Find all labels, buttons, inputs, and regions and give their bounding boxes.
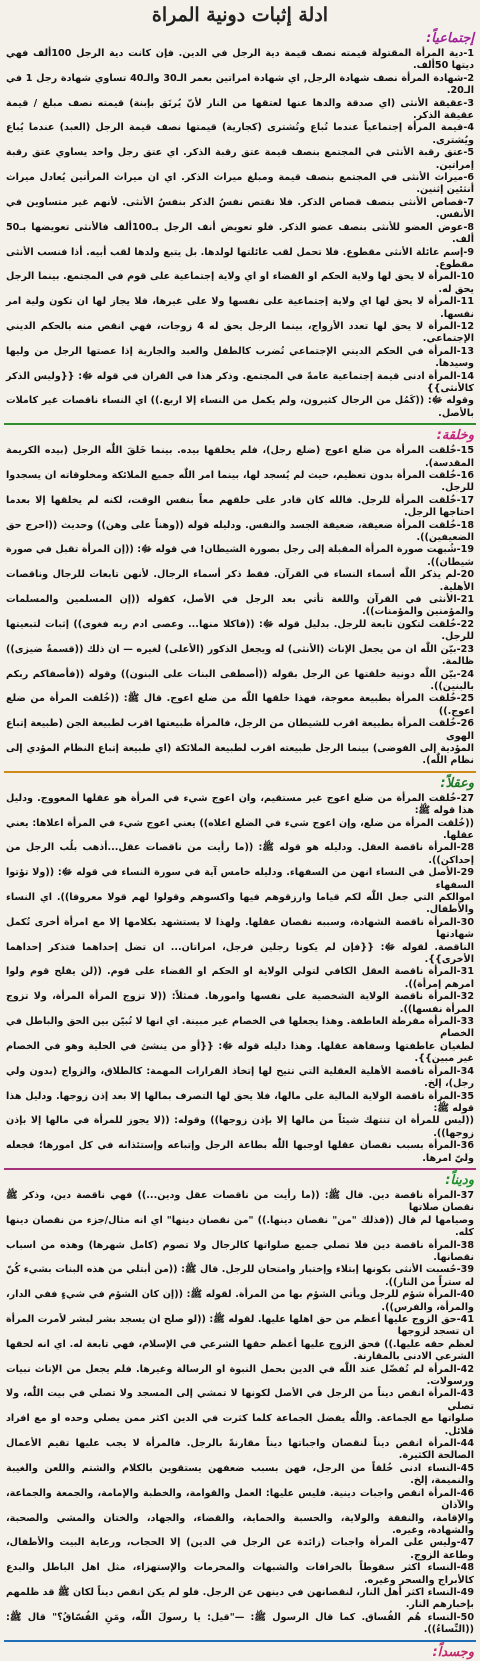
list-item: 35-المرأة ناقصة الولاية المالية على مالها، فلا يحق لها التصرف بمالها إلا بعد إذن زوجها. ودليل هذا قوله ﷺ: bbox=[6, 1090, 474, 1114]
list-item: المؤدية إلى الفوضى) بينما الرجل طبيعته اقرب لطبيعة الملائكة (اي طبيعة إتباع النظام المؤدي إلى نظام اللّٰه). bbox=[6, 742, 474, 767]
list-item: 26-خُلقت المرأة بطبيعة اقرب للشيطان من الرجل، فالمرأة طبيعتها اقرب لطبيعة الجن (طبيعة إتباع الهوى bbox=[6, 718, 474, 742]
section-heading: وجسداً: bbox=[432, 1644, 474, 1660]
list-item: 48-النساء اكثر سقوطاً بالخرافات والشبهات والمحرمات والإستهزاء، مثل اهل الباطل والبدع كالأبراج والسحر وغيره. bbox=[6, 1562, 474, 1586]
list-item: 37-المرأة ناقصة دين. قال ﷺ: ((ما رأيت من ناقصات عقل ودين...)) فهي ناقصة دين، وذكر ﷺ نقصان صلاتها bbox=[6, 1189, 474, 1214]
page-title: ادلة إثبات دونية المراة bbox=[151, 4, 329, 26]
list-item: ((خُلقت المرأة من ضلع، وإن اعوج شيء في الضلع اعلاه)) يعني اعوج شيء في المرأة اعلاها: يعني عقلها. bbox=[6, 817, 474, 841]
list-item: صلواتها مع الجماعة. واللّٰه يفضل الجماعة كلما كثرت في الدين اكثر ممن يصلي وحده او مع افراد قلائل. bbox=[6, 1413, 474, 1437]
section-heading: وخلقة: bbox=[436, 428, 474, 444]
section-divider bbox=[4, 1640, 476, 1642]
item-list bbox=[6, 793, 474, 1165]
list-item: 11-المرأة لا يحق لها اي ولاية إجتماعية على نفسها ولا على غيرها، فلا يجاز لها ان تكون ولية امر نفسها. bbox=[6, 296, 474, 320]
item-list bbox=[6, 445, 474, 768]
list-item: 5-عتق رقبة الأنثى في المجتمع بنصف قيمة عتق رقبة الذكر. اي عتق رجل واحد يساوي عتق رقبة إمراتين. bbox=[6, 147, 474, 171]
list-item: 47-وليس على المرأة واجبات (زائدة عن الرجل في الدين) إلا الحجاب، ورعاية البيت والأطفال، وطاعة الزوج. bbox=[6, 1537, 474, 1561]
item-list bbox=[6, 48, 474, 420]
list-item: 12-المرأة لا يحق لها تعدد الأزواج، بينما الرجل يحق له 4 زوجات، فهي انقص منه بالحكم الديني الإجتماعي. bbox=[6, 320, 474, 345]
list-item: 28-المرأة ناقصة العقل. ودليله هو قوله ﷺ: ((ما رأيت من ناقصات عقل...أذهب بلُب الرجل من إحداكن)). bbox=[6, 842, 474, 866]
list-item: 39-حُسبت الأنثى بكونها إبتلاء وإختبار وامتحان للرجل. قال ﷺ: ((من أبتلي من هذه البنات بشيء كُنّ له ستراً من النار)). bbox=[6, 1264, 474, 1288]
list-item: 46-المرأة انقص واجبات دينية. فليس عليها: العمل والقوامة، والخطبة والإمامة، والجمعة والجماعة، والآذان bbox=[6, 1487, 474, 1512]
list-item: 32-المرأة ناقصة الولاية الشخصية على نفسها وامورها. فمثلاً: ((لا تزوج المرأة المرأة، ولا تزوج المرأة نفسها)). bbox=[6, 991, 474, 1015]
list-item: الناقصة. لقوله ﷻ: {{فإن لم يكونا رجلين فرجل، امراتان... ان تضل إحداهما فتذكر إحداهما الأخرى}}. bbox=[6, 941, 474, 966]
list-item: 1-دية المرأة المقتولة قيمته نصف قيمة دية الرجل في الدين. فإن كانت دية الرجل 100ألف فهي ديتها 50ألف. bbox=[6, 48, 474, 72]
section-religion bbox=[0, 1173, 480, 1637]
list-item: 4-قيمة المرأة إجتماعياً عندما تُباع وتُشترى (كجارية) قيمتها نصف قيمة الرجل (العبد) عندما يُباع ويُشترى. bbox=[6, 122, 474, 146]
list-item: 15-خُلقت المرأة من ضلع اعوج (ضلع رجل)، فلم يخلقها بيده. بينما خَلقَ اللّٰه الرجل (بيده الكريمة المقدسة). bbox=[6, 445, 474, 469]
list-item: 9-إسم عائلة الأنثى مقطوع. فلا تحمل لقب عائلتها لولدها. بل يتبع ولدها لقب أبيه. أذا فنسب الأنثى مقطوع. bbox=[6, 246, 474, 270]
item-list bbox=[6, 1190, 474, 1637]
list-item: 20-لم يذكر اللّٰه أسماء النساء في القرآن. فقط ذكر أسماء الرجال. لأنهن تابعات للرجال وناقصات الأهلية. bbox=[6, 569, 474, 593]
list-item: 13-المرأة في الحكم الديني الإجتماعي تُضرب كالطفل والعبد والجارية إذا عصتها الرجل من وليها وسيدها. bbox=[6, 345, 474, 370]
list-item: 33-المرأة مفرطة العاطفة. وهذا يجعلها في الخصام غير مبينة. اي انها لا تُبيّن بين الحق والباطل في الخصام bbox=[6, 1016, 474, 1040]
list-item: 27-خُلقت المرأة من ضلع اعوج غير مستقيم، وان اعوج شيء في المرأة هو عقلها المعووج. ودليل هذا قوله ﷺ: bbox=[6, 792, 474, 817]
list-item: 16-خُلقت المرأة بدون تعظيم، حيث لم يُسجد لها، بينما امر اللّٰه جميع الملائكة ومخلوقاته ان يسجدوا للرجل. bbox=[6, 470, 474, 494]
section-social bbox=[0, 31, 480, 420]
list-item: اموالكم التي جعل اللّٰه لكم قياما وارزقوهم فيها واكسوهم وقولوا لهم قولا معروفا)). اي النساء والأطفال. bbox=[6, 892, 474, 916]
list-item: 41-حق الزوج عليها أعظم من حق اهلها عليها. لقوله ﷺ: ((لو صلح ان يسجد بشر لبشر لأمرت المرأة ان تسجد لزوجها bbox=[6, 1314, 474, 1338]
list-item: 36-المرأة بسبب نقصان عقلها اوجبها اللّٰه بطاعة الرجل وإتباعه وإستئذانه في كل امورها؛ فجعله وليّ امرها. bbox=[6, 1140, 474, 1164]
list-item: 21-الأنثى في القرآن واللغة تأتي بعد الرجل في الأصل، كقوله ((إن المسلمين والمسلمات والمؤمنين والمؤمنات)). bbox=[6, 594, 474, 618]
list-item: 14-المرأة ادنى قيمة إجتماعية عامةً في المجتمع. وذكر هذا في القران في قوله ﷻ: {{وليس الذكر كالأنثى}} bbox=[6, 370, 474, 394]
list-item: لعظم حقه عليها.)) فحق الزوج عليها أعظم حقها الشرعي في الإسلام، فهي تابعة له. اي انه لحقها الشرعي الادنى بالمقارنة. bbox=[6, 1338, 474, 1363]
list-item: لطغيان عاطفتها وسفاهة عقلها. وهذا دليله قوله ﷻ: {{أو من ينشئ في الحلية وهو في الخصام غير مبين}}. bbox=[6, 1040, 474, 1065]
list-item: 29-الأصل في النساء انهن من السفهاء. ودليله خامس آية في سورة النساء في قوله ﷻ: ((ولا تؤتوا السفهاء bbox=[6, 867, 474, 891]
list-item: 42-المرأة لم تُفضّل عند اللّٰه في الدين بحمل النبوة او الرسالة وغيرها. فلم يجعل من الإناث نبيات ورسولات. bbox=[6, 1363, 474, 1388]
list-item: 45-النساء ادنى خُلقاً من الرجل، فهن بسبب ضعفهن يستقوين بالكلام والشتم واللعن والغيبة والنميمة، إلخ. bbox=[6, 1462, 474, 1487]
list-item: 3-عقيقة الأنثى (اي صدقة والدها عنها لعتقها من النار لأنّ يُرتَق بإبنة) قيمته نصف مبلغ / قيمة عقيقة الذكر. bbox=[6, 97, 474, 122]
section-heading: وعقلاً: bbox=[440, 775, 474, 791]
list-item: ((ليس للمرأة ان تنتهك شيئاً من مالها إلا بإذن زوجها)) وقوله: ((لا يجوز للمرأة في مالها إلا بإذن زوجها)). bbox=[6, 1115, 474, 1139]
list-item: 6-ميراث الأنثى في المجتمع بنصف قيمة ومبلغ ميراث الذكر. اي ان ميراث المرأتين يُعادل ميراث أنثئين إثنين. bbox=[6, 172, 474, 196]
list-item: 19-شُبهت صورة المرأة المقبلة إلى رجل بصورة الشيطان! في قوله ﷻ: ((إن المرأة تقبل في صورة شيطان)). bbox=[6, 544, 474, 568]
list-item: 24-بيّن اللّٰه دونية خلقتها عن الرجل بقوله ((أصطفى البنات على البنون)) وقوله ((فأصفاكم ربكم بالبنين)). bbox=[6, 668, 474, 692]
section-divider bbox=[4, 423, 476, 425]
section-heading: وديناً: bbox=[445, 1172, 474, 1188]
list-item: 23-بيّن اللّٰه ان من يجعل الإناث (الأنثى) له ويجعل الذكور (الأعلى) لغيره — ان ذلك ((قسمةٌ ضيزى)) ظالمة. bbox=[6, 643, 474, 668]
list-item: 7-قصاص الأنثى بنصف قصاص الذكر. فلا نقتص نفسُ الذكر بنفسُ الأنثى. لأنهم غير متساوين في الأنفس. bbox=[6, 196, 474, 221]
section-intellect bbox=[0, 776, 480, 1165]
list-item: 30-المرأة ناقصة الشهادة، وسببه نقصان عقلها. ولهذا لا يستشهد بكلامها إلا مع امرأة أخرى تُكمل شهادتها bbox=[6, 916, 474, 941]
section-body bbox=[0, 1645, 480, 1661]
list-item: 10-المرأة لا يحق لها ولاية الحكم او القضاء او اي ولاية إجتماعية على قوم في المجتمع. بينما الرجل يحق له. bbox=[6, 271, 474, 295]
list-item: 18-خُلقت المرأة ضعيفة، ضعيفة الجسد والنفس. ودليله قوله ((وهناً على وهن)) وحديث ((احرج حق الضعيفين)). bbox=[6, 519, 474, 544]
list-item: 50-النساء هُم الفُساق. كما قال الرسول ﷺ: —"قيل: يا رسولَ اللّٰه، ومَنِ الفُسّاقُ؟" قال ﷺ: ((النِّساءُ)). bbox=[6, 1611, 474, 1636]
list-item: 34-المرأة ناقصة الأهلية العقلية التي تتيح لها إتخاذ القرارات المهمة: كالطلاق، والزواج (بدون ولي رجل)، إلخ. bbox=[6, 1065, 474, 1090]
list-item: وقوله ﷻ: ((كَمُل من الرجال كثيرون، ولم يكمل من النساء إلا اربع.)) اي النساء ناقصات غير كاملات بالأصل. bbox=[6, 395, 474, 419]
list-item: 22-خُلقت لتكون تابعة للرجل. بدليل قوله ﷻ: ((فاكلا منها... وعصى ادم ربه فغوى)) إثبات لتبعيتها للرجل. bbox=[6, 618, 474, 643]
list-item: 2-شهادة المرأة نصف شهادة الرجل, اي شهادة امراتين بعمر الـ30 والـ40 تساوي شهادة رجل 1 في الـ20. bbox=[6, 72, 474, 97]
list-item: وصيامها لم قال ((فذلك "من" نقصان دينها.)) "من نقصان دينها" اي انه مثال/جزء من نقصان دينها كله. bbox=[6, 1214, 474, 1239]
list-item: 25-خُلقت المرأة بطبيعة معوجة، فهذا خلقها اللّٰه من ضلع اعوج. قال ﷺ: ((خُلقت المرأة من ضلع اعوج.)) bbox=[6, 693, 474, 717]
list-item: 43-المرأة انقص ديناً من الرجل في الأصل لكونها لا تمشي إلى المسجد ولا تصلي في بيت اللّٰه، ولا تصلي bbox=[6, 1388, 474, 1412]
list-item: 8-عوض العضو للأنثى بنصف عضو الذكر. فلو تعويض أنف الرجل بـ100ألف فالأنثى تعويضها بـ50 ألف. bbox=[6, 221, 474, 246]
list-item: 49-النساء اكثر أهل النار، لنقصانهن في دينهن عن الرجل. فلو لم يكن انقص ديناً لكان ﷺ قد ظلمهم بإخبارهم النار. bbox=[6, 1586, 474, 1611]
list-item: 38-المرأة ناقصة دين فلا تصلي جميع صلواتها كالرجال ولا تصوم (كامل شهرها) وهذه من اسباب نقصانها. bbox=[6, 1239, 474, 1263]
section-heading: إجتماعياً: bbox=[426, 31, 474, 46]
list-item: والإقامة، والنفقة والولاية، والحسبة والحماية، والقضاء، والجهاد، والختان والمشي والصحبة، والشهادة، وغيره. bbox=[6, 1512, 474, 1536]
list-item: 44-المرأة انقص ديناً لنقصان واجباتها ديناً مقارنةً بالرجل. فالمرأة لا يجب عليها تقيم الأعمال الصالحة الكثيرة. bbox=[6, 1438, 474, 1462]
section-divider bbox=[4, 1168, 476, 1170]
section-creation bbox=[0, 428, 480, 768]
list-item: 31-المرأة ناقصة العقل الكافي لتولي الولاية او الحكم او القضاء على قوم. ((لن يفلح قوم ولوا امرهم إمرأة)). bbox=[6, 966, 474, 990]
list-item: 40-المرأة شؤم للرجل ويأتي الشؤم بها من المرأة. لقوله ﷺ: ((إن كان الشؤم في شيءٍ ففي الدار، والمرأة، والفرس)). bbox=[6, 1289, 474, 1313]
section-divider bbox=[4, 771, 476, 773]
list-item: 17-خُلقت المرأة للرجل. فالله كان قادر على خلقهم معاً بنفس الوقت، لكنه لم يخلقها إلا بعدما احتاجها الرجل. bbox=[6, 494, 474, 519]
